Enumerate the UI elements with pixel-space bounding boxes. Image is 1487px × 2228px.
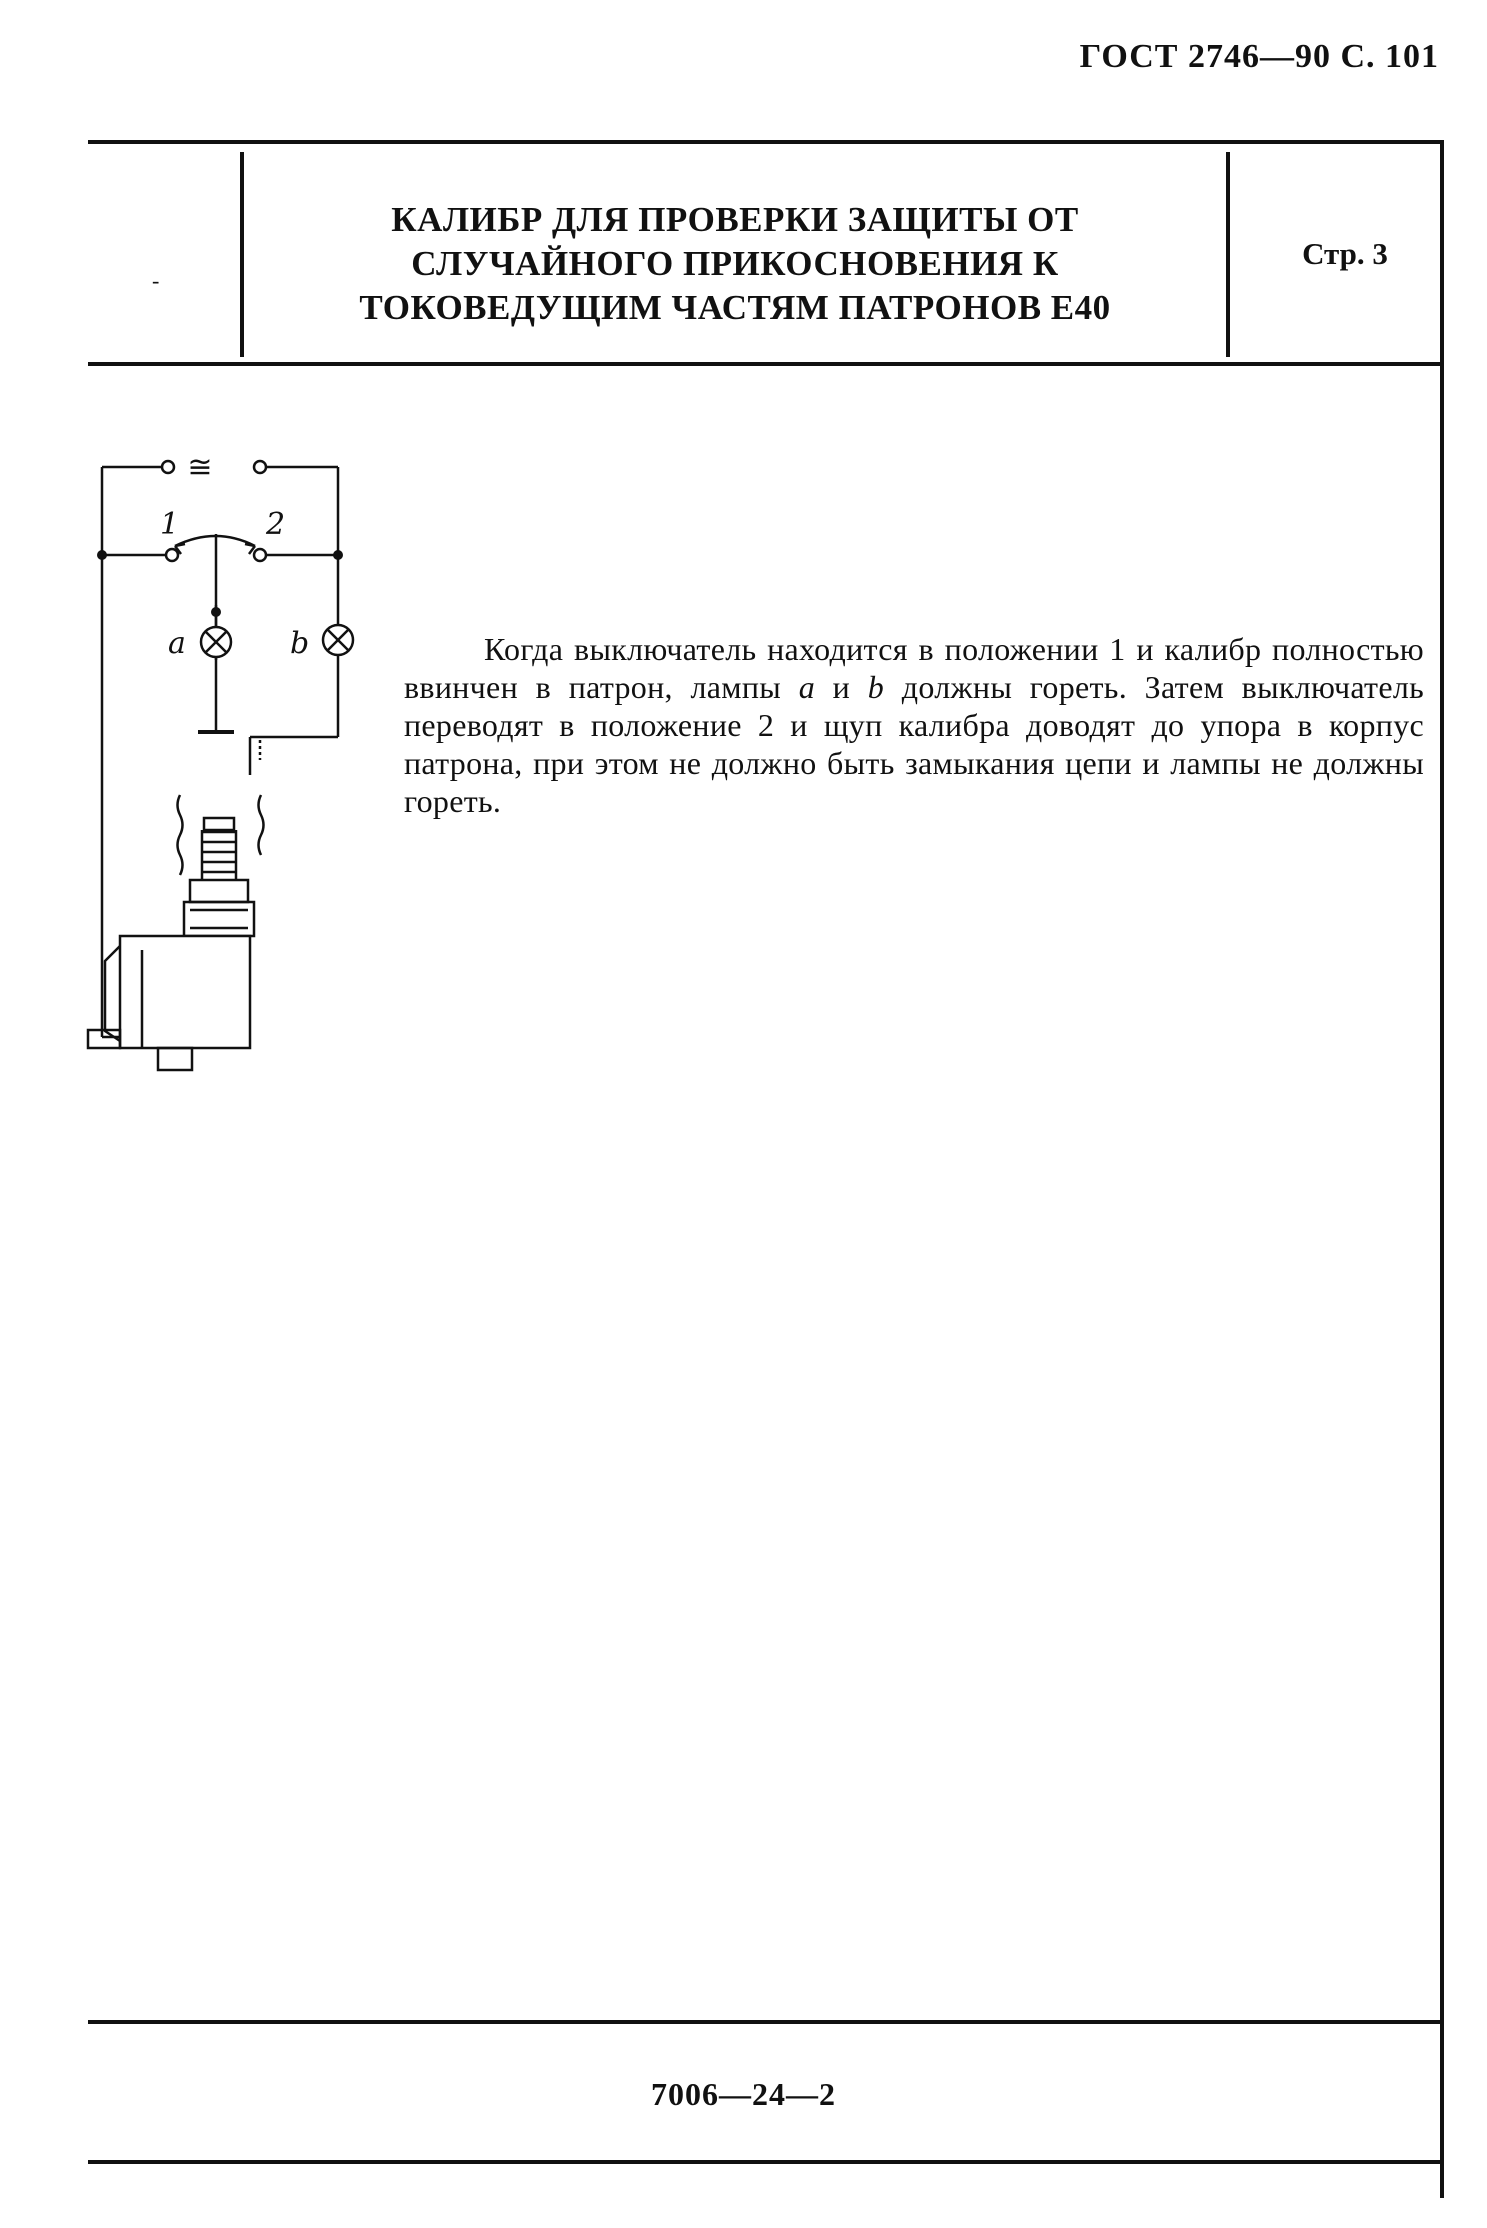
instruction-paragraph — [404, 630, 1424, 820]
footer-top-rule — [88, 2020, 1440, 2024]
switch-position-1-label: 1 — [160, 507, 180, 542]
page-label: Стр. 3 — [1302, 236, 1388, 271]
page-right-border — [1440, 140, 1444, 2198]
footer-code: 7006—24—2 — [651, 2076, 836, 2112]
title-line-2: СЛУЧАЙНОГО ПРИКОСНОВЕНИЯ К — [411, 244, 1059, 283]
lamp-a-label: a — [168, 626, 186, 661]
paragraph-text-2: должны гореть. Затем выключатель переводят в положение 2 и щуп калибра доводят до упора в корпус патрона, при этом не должно быть замыкания цепи и лампы не должны гореть. — [404, 669, 1424, 819]
footer-bottom-rule — [88, 2160, 1444, 2164]
circuit-diagram — [80, 440, 380, 1080]
paragraph-and: и — [815, 669, 868, 705]
lamp-b-ref: b — [867, 669, 885, 705]
title-bottom-rule — [88, 362, 1440, 366]
lamp-b-label: b — [290, 626, 310, 661]
title-right-divider — [1226, 152, 1230, 357]
title-line-3: ТОКОВЕДУЩИМ ЧАСТЯМ ПАТРОНОВ Е40 — [359, 288, 1111, 327]
left-mark: - — [152, 268, 160, 293]
document-title — [250, 198, 1220, 330]
switch-position-2-label: 2 — [266, 507, 286, 542]
running-header: ГОСТ 2746—90 С. 101 — [1079, 38, 1439, 75]
ac-symbol: ≅ — [187, 450, 213, 485]
title-left-divider — [240, 152, 244, 357]
title-top-rule — [88, 140, 1440, 144]
paragraph-text-1: Когда выключатель находится в положении 1 и калибр полностью ввинчен в патрон, лампы — [404, 631, 1424, 705]
title-line-1: КАЛИБР ДЛЯ ПРОВЕРКИ ЗАЩИТЫ ОТ — [391, 200, 1079, 239]
lamp-a-ref: a — [798, 669, 816, 705]
